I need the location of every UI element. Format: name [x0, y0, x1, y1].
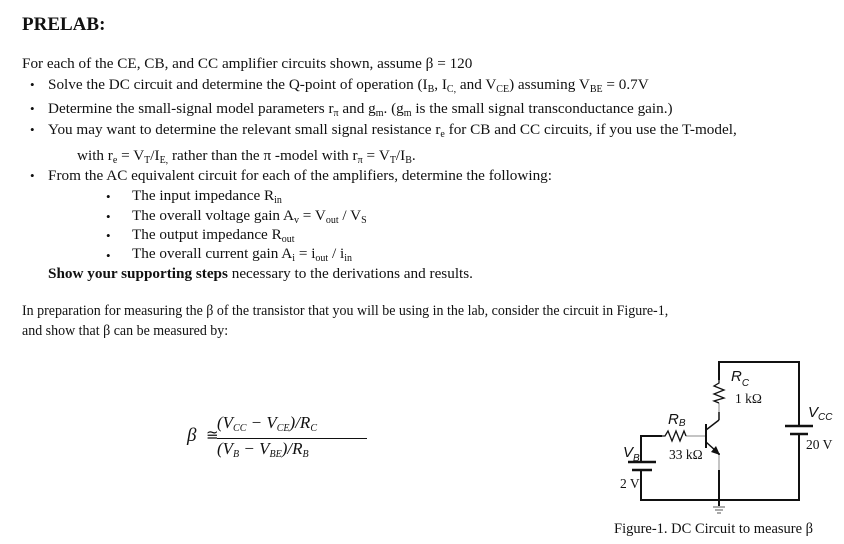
text: V: [808, 404, 819, 421]
bullet-dot: •: [30, 122, 35, 137]
text: / V: [338, 207, 362, 224]
text: The output impedance R: [132, 226, 282, 243]
rc-resistor-icon: [714, 380, 724, 403]
text: − V: [246, 413, 277, 432]
ground-icon: [713, 507, 725, 513]
page-title: PRELAB:: [22, 14, 106, 35]
vb-label: [623, 444, 640, 464]
wires: [641, 362, 799, 506]
rc-value: 1 kΩ: [735, 391, 762, 406]
text: The overall current gain A: [132, 245, 293, 262]
text: rather than the π -model with r: [168, 147, 358, 164]
bullet-4: From the AC equivalent circuit for each of the amplifiers, determine the following:: [48, 167, 552, 184]
sub-bullet-dot: •: [106, 189, 111, 204]
text: ) assuming V: [509, 76, 590, 93]
beta-symbol: β: [425, 55, 434, 72]
subscript: CC: [233, 423, 247, 434]
text: . (g: [383, 100, 404, 117]
text: with r: [77, 147, 113, 164]
text: In preparation for measuring the β of the transistor that you will be using in the lab, consider the circuit in Figure-1,: [22, 302, 669, 319]
text: /I: [395, 147, 406, 164]
intro-text-b: = 120: [433, 55, 473, 72]
bullet-dot: •: [30, 168, 35, 183]
text: − V: [239, 439, 270, 458]
subscript: BE: [589, 84, 603, 95]
rb-value: 33 kΩ: [669, 447, 703, 462]
text: Determine the small-signal model parameters r: [48, 100, 334, 117]
subscript: e: [112, 155, 118, 166]
subscript: C,: [446, 84, 457, 95]
text: )/R: [289, 413, 311, 432]
subscript: out: [281, 234, 295, 245]
subscript: CC: [818, 412, 833, 423]
subscript: E,: [159, 155, 169, 166]
subscript: π: [357, 155, 363, 166]
show-steps-bold: Show your supporting steps: [48, 265, 228, 282]
subscript: m: [375, 108, 384, 119]
sub-bullet-dot: •: [106, 228, 111, 243]
text: , I: [434, 76, 447, 93]
text: R: [668, 411, 679, 428]
sub-bullet-dot: •: [106, 248, 111, 263]
vb-value: 2 V: [620, 476, 640, 491]
subscript: in: [344, 253, 353, 264]
subscript: v: [293, 215, 299, 226]
bullet-dot: •: [30, 101, 35, 116]
text: is the small signal transconductance gain.): [411, 100, 673, 117]
subscript: CE: [276, 423, 290, 434]
subscript: S: [361, 215, 367, 226]
text: You may want to determine the relevant small signal resistance r: [48, 121, 441, 138]
text: )/R: [281, 439, 303, 458]
subscript: out: [325, 215, 339, 226]
text: = i: [295, 245, 316, 262]
text: Solve the DC circuit and determine the Q-point of operation (I: [48, 76, 428, 93]
vcc-label: [808, 404, 832, 423]
figure-caption: Figure-1. DC Circuit to measure β: [614, 521, 814, 537]
text: = V: [362, 147, 390, 164]
show-steps-rest: necessary to the derivations and results.: [227, 265, 473, 282]
subscript: e: [440, 129, 445, 140]
text: (V: [217, 413, 234, 432]
text: and show that β can be measured by:: [22, 322, 229, 339]
beta-symbol: β: [187, 425, 197, 446]
vcc-value: 20 V: [806, 437, 833, 452]
text: = V: [298, 207, 326, 224]
text: (V: [217, 439, 234, 458]
sub-bullet-dot: •: [106, 209, 111, 224]
subscript: C: [741, 378, 750, 389]
vcc-battery-icon: [785, 426, 813, 434]
rc-label: [731, 368, 749, 389]
text: R: [731, 368, 742, 385]
subscript: out: [315, 253, 329, 264]
subscript: B: [302, 449, 309, 460]
text: = 0.7V: [602, 76, 649, 93]
rb-label: [668, 411, 686, 429]
text: and g: [338, 100, 376, 117]
approx-symbol: ≅: [206, 428, 219, 444]
subscript: B: [633, 453, 640, 464]
text: / i: [328, 245, 345, 262]
subscript: B: [427, 84, 435, 95]
subscript: B: [233, 449, 240, 460]
subscript: T: [389, 155, 396, 166]
text: = V: [117, 147, 145, 164]
text: The input impedance R: [132, 187, 275, 204]
text: /I: [150, 147, 160, 164]
bullet-dot: •: [30, 77, 35, 92]
subscript: π: [333, 108, 339, 119]
text: The overall voltage gain A: [132, 207, 294, 224]
text: .: [411, 147, 416, 164]
subscript: B: [678, 418, 686, 429]
subscript: B: [405, 155, 412, 166]
subscript: i: [292, 253, 296, 264]
subscript: T: [144, 155, 151, 166]
text: for CB and CC circuits, if you use the T-model,: [444, 121, 737, 138]
intro-text-a: For each of the CE, CB, and CC amplifier circuits shown, assume: [22, 55, 426, 72]
rb-resistor-icon: [662, 431, 686, 441]
subscript: CE: [496, 84, 510, 95]
subscript: in: [274, 195, 282, 206]
text: V: [623, 444, 634, 461]
subscript: C: [310, 423, 317, 434]
subscript: BE: [269, 449, 282, 460]
subscript: m: [403, 108, 412, 119]
text: and V: [456, 76, 497, 93]
